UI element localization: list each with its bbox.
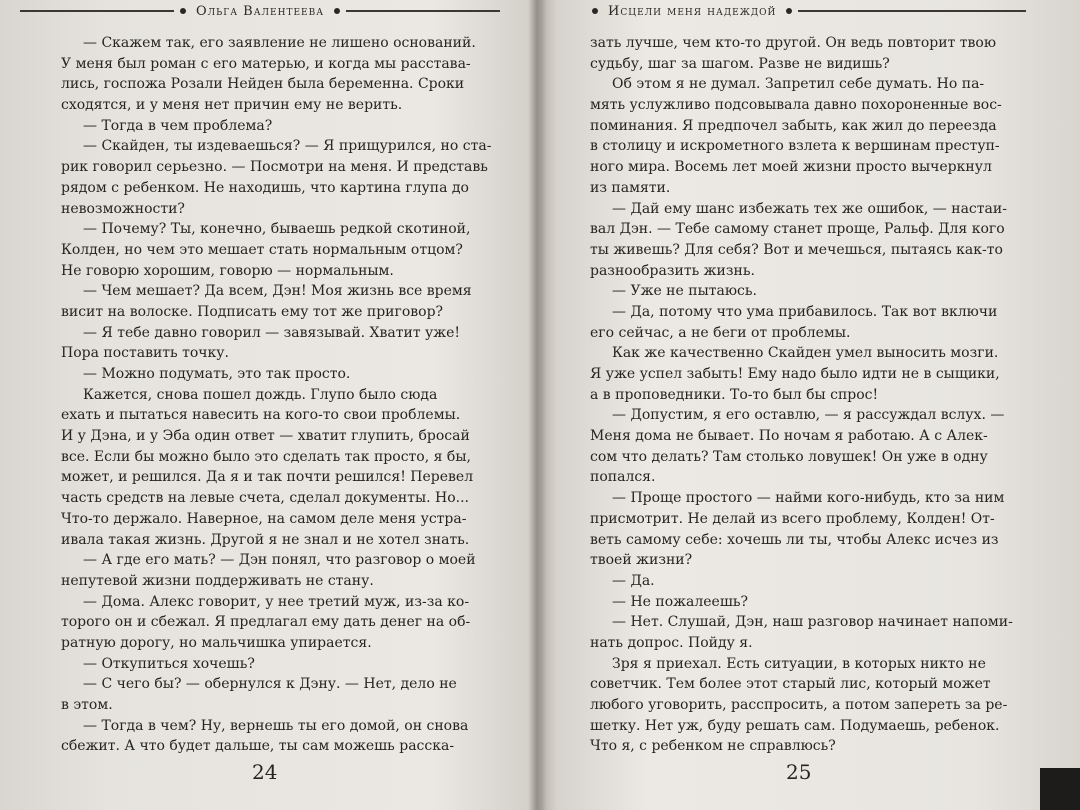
text-line: Зря я приехал. Есть ситуации, в которых никто не — [612, 655, 986, 672]
header-rule — [798, 10, 1026, 12]
text-line: поминания. Я предпочел забыть, как жил до переезда — [590, 117, 997, 134]
text-line: Об этом я не думал. Запретил себе думать. Но па- — [612, 76, 985, 93]
text-line: — Нет. Слушай, Дэн, наш разговор начинает напоми- — [612, 614, 1013, 631]
text-line: твоей жизни? — [590, 552, 693, 569]
page-number: 25 — [786, 760, 812, 784]
text-line: — Я тебе давно говорил — завязывай. Хватит уже! — [83, 324, 461, 341]
text-line: часть средств на левые счета, сделал документы. Но... — [61, 490, 469, 507]
left-page — [0, 0, 530, 810]
text-line: зать лучше, чем кто-то другой. Он ведь повторит твою — [590, 35, 997, 51]
text-line: в этом. — [61, 697, 113, 713]
text-line: Меня дома не бывает. По ночам я работаю. А с Алек- — [590, 428, 988, 445]
header-rule — [20, 10, 174, 12]
text-line: Не говорю хорошим, говорю — нормальным. — [61, 262, 394, 279]
text-line: ивала такая жизнь. Другой я не знал и не хотел знать. — [61, 531, 470, 548]
text-line: — Да, потому что ума прибавилось. Так вот включи — [612, 303, 998, 320]
text-line: — Допустим, я его оставлю, — я рассуждал вслух. — — [612, 407, 1005, 424]
header-rule — [346, 10, 500, 12]
text-line: ты живешь? Для себя? Вот и мечешься, пытаясь как-то — [590, 241, 1003, 258]
text-line: — Откупиться хочешь? — [83, 655, 255, 672]
text-line: висит на волоске. Подписать ему тот же приговор? — [61, 303, 444, 320]
book-gutter — [528, 0, 546, 810]
left-page-text — [61, 33, 493, 757]
text-line: в столицу и искрометного взлета к вершинам преступ- — [590, 138, 1000, 155]
text-line: ехать и пытаться навесить на кого-то свои проблемы. — [61, 407, 461, 424]
text-line: сбежит. А что будет дальше, ты сам можешь расска- — [61, 738, 455, 755]
text-line: — Тогда в чем проблема? — [83, 117, 273, 134]
text-line: — Скайден, ты издеваешься? — Я прищурился, но ста- — [83, 138, 492, 155]
text-line: попался. — [590, 469, 656, 486]
text-line: сом что делать? Там столько ловушек! Он уже в одну — [590, 448, 988, 465]
text-line: ного мира. Восемь лет моей жизни просто вычеркнул — [590, 159, 992, 176]
text-line: вал Дэн. — Тебе самому станет проще, Ральф. Для кого — [590, 221, 1005, 238]
text-line: непутевой жизни поддерживать не стану. — [61, 572, 374, 589]
right-running-header — [586, 0, 1026, 22]
text-line: Что я, с ребенком не справлюсь? — [590, 738, 836, 755]
text-line: Кажется, снова пошел дождь. Глупо было сюда — [83, 386, 438, 403]
text-line: — С чего бы? — обернулся к Дэну. — Нет, дело не — [83, 676, 457, 693]
right-page-text — [590, 33, 1022, 757]
header-dot-ornament — [180, 8, 186, 14]
text-line: рядом с ребенком. Не находишь, что картина глупа до — [61, 179, 469, 196]
text-line: разнообразить жизнь. — [590, 262, 755, 279]
text-line: веть самому себе: хочешь ли ты, чтобы Алекс исчез из — [590, 531, 999, 548]
text-line: — Уже не пытаюсь. — [612, 283, 757, 300]
text-line: — Чем мешает? Да всем, Дэн! Моя жизнь все время — [83, 283, 472, 300]
book-title: Исцели меня надеждой — [608, 3, 777, 19]
text-line: И у Дэна, и у Эба один ответ — хватит глупить, бросай — [61, 428, 470, 445]
text-line: ратную дорогу, но мальчишка упирается. — [61, 634, 372, 651]
page-number: 24 — [252, 760, 278, 784]
right-page — [546, 0, 1080, 810]
text-line: из памяти. — [590, 179, 671, 196]
text-line: — Проще простого — найми кого-нибудь, кто за ним — [612, 490, 1005, 507]
text-line: — Да. — [612, 572, 655, 589]
text-line: а в проповедники. То-то был бы спрос! — [590, 386, 879, 403]
text-line: лись, госпожа Розали Нейден была беременна. Сроки — [61, 76, 465, 93]
text-line: Колден, но чем это мешает стать нормальным отцом? — [61, 241, 463, 258]
text-line: Как же качественно Скайден умел выносить мозги. — [612, 345, 999, 362]
author-name: Ольга Валентеева — [196, 3, 325, 19]
corner-shadow — [1040, 768, 1080, 810]
text-line: — Скажем так, его заявление не лишено оснований. — [83, 35, 476, 51]
text-line: все. Если бы можно было это сделать так просто, я бы, — [61, 448, 471, 465]
text-line: — Дай ему шанс избежать тех же ошибок, — настаи- — [612, 200, 1007, 217]
text-line: судьбу, шаг за шагом. Разве не видишь? — [590, 55, 890, 72]
text-line: мять услужливо подсовывала давно похороненные вос- — [590, 97, 1002, 114]
text-line: — Дома. Алекс говорит, у нее третий муж, из-за ко- — [83, 593, 470, 610]
text-line: сходятся, и у меня нет причин ему не верить. — [61, 97, 403, 114]
text-line: — Тогда в чем? Ну, вернешь ты его домой, он снова — [83, 717, 469, 734]
text-line: рик говорил серьезно. — Посмотри на меня. И представь — [61, 159, 488, 176]
text-line: Я уже успел забыть! Ему надо было идти не в сыщики, — [590, 366, 1000, 382]
text-line: нать допрос. Пойду я. — [590, 634, 753, 651]
text-line: любого уговорить, расспросить, а потом запереть за ре- — [590, 697, 1008, 713]
text-line: может, и решился. Да я и так почти решился! Перевел — [61, 469, 474, 486]
header-dot-ornament — [592, 8, 598, 14]
text-line: его сейчас, а не беги от проблемы. — [590, 324, 851, 341]
text-line: торого он и сбежал. Я предлагал ему дать денег на об- — [61, 614, 471, 631]
text-line: Пора поставить точку. — [61, 345, 229, 362]
header-dot-ornament — [334, 8, 340, 14]
text-line: шетку. Нет уж, буду решать сам. Подумаешь, ребенок. — [590, 717, 1000, 734]
text-line: советчик. Тем более этот старый лис, который может — [590, 676, 991, 693]
text-line: присмотрит. Не делай из всего проблему, Колден! От- — [590, 510, 995, 527]
text-line: Что-то держало. Наверное, на самом деле меня устра- — [61, 510, 467, 527]
text-line: — А где его мать? — Дэн понял, что разговор о моей — [83, 552, 476, 569]
text-line: — Почему? Ты, конечно, бываешь редкой скотиной, — [83, 221, 471, 238]
text-line: невозможности? — [61, 200, 185, 217]
text-line: У меня был роман с его матерью, и когда мы расстава- — [61, 55, 471, 72]
left-running-header — [20, 0, 500, 22]
text-line: — Не пожалеешь? — [612, 593, 748, 610]
text-line: — Можно подумать, это так просто. — [83, 366, 351, 382]
header-dot-ornament — [786, 8, 792, 14]
